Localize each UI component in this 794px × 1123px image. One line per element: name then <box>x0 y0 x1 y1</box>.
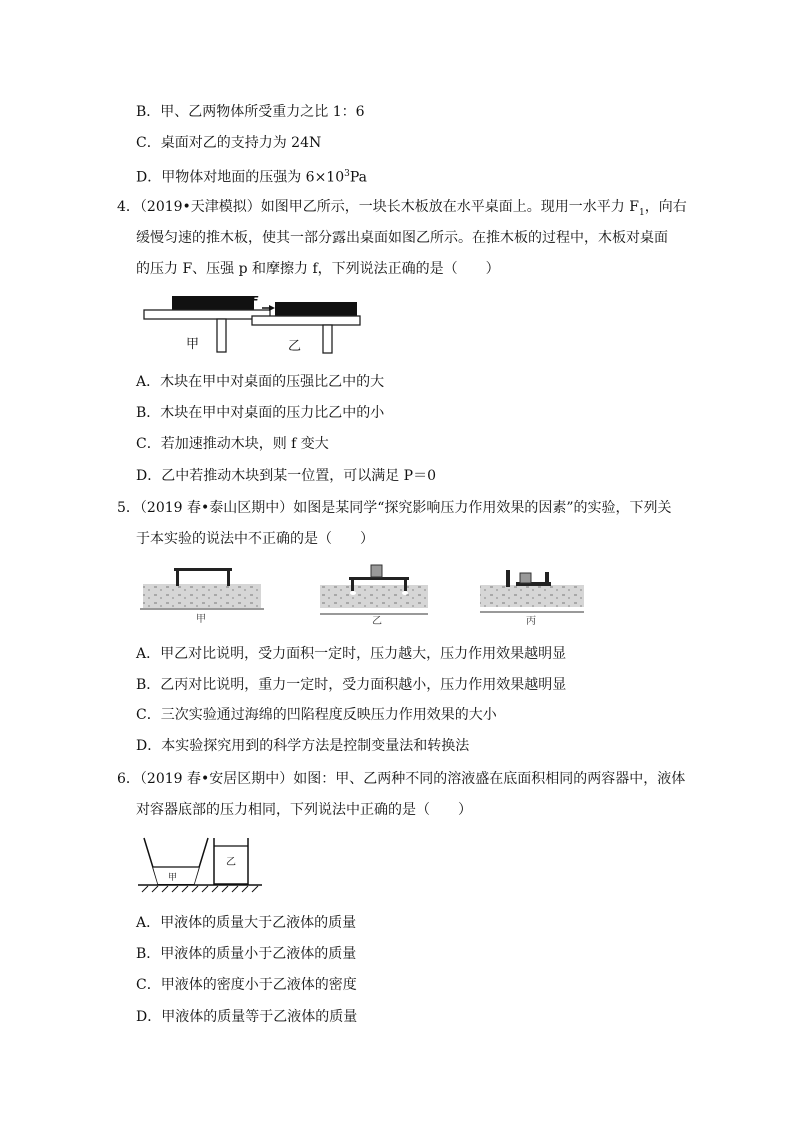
q3-option-b: B．甲、乙两物体所受重力之比 1：6 <box>136 104 365 120</box>
q3-option-d-unit: Pa <box>349 169 368 186</box>
q5-option-c: C．三次实验通过海绵的凹陷程度反映压力作用效果的大小 <box>136 707 497 723</box>
q3-option-c: C．桌面对乙的支持力为 24N <box>136 135 322 151</box>
q5-option-b: B．乙丙对比说明，重力一定时，受力面积越小，压力作用效果越明显 <box>136 677 567 693</box>
q4-option-c: C．若加速推动木块，则 f 变大 <box>136 436 329 452</box>
q3-option-d-exponent: 3 <box>344 169 350 179</box>
q3-option-d-text: D．甲物体对地面的压强为 6×10 <box>136 169 345 186</box>
q6-option-c: C．甲液体的密度小于乙液体的密度 <box>136 977 357 993</box>
q5-figure-label-yi: 乙 <box>372 616 382 626</box>
q4-option-a: A．木块在甲中对桌面的压强比乙中的大 <box>136 374 385 390</box>
q4-option-b: B．木块在甲中对桌面的压力比乙中的小 <box>136 405 385 421</box>
q4-force-subscript: 1 <box>638 207 645 218</box>
q5-figure-label-jia: 甲 <box>196 614 206 625</box>
q5-figure-label-bing: 丙 <box>526 616 536 626</box>
q4-stem-text: 4．（2019•天津模拟）如图甲乙所示，一块长木板放在水平桌面上。现用一水平力 F <box>117 199 639 215</box>
q5-stem-line2: 于本实验的说法中不正确的是（ ） <box>136 531 374 547</box>
q4-stem-line2: 缓慢匀速的推木板，使其一部分露出桌面如图乙所示。在推木板的过程中，木板对桌面 <box>136 230 668 246</box>
q6-stem-line2: 对容器底部的压力相同，下列说法中正确的是（ ） <box>136 802 472 818</box>
q6-option-a: A．甲液体的质量大于乙液体的质量 <box>136 915 357 931</box>
q4-stem-line1 <box>117 197 687 223</box>
q5-option-a: A．甲乙对比说明，受力面积一定时，压力越大，压力作用效果越明显 <box>136 646 567 662</box>
q5-option-d: D．本实验探究用到的科学方法是控制变量法和转换法 <box>136 738 470 754</box>
q4-stem-line3: 的压力 F、压强 p 和摩擦力 f，下列说法正确的是（ ） <box>136 261 500 277</box>
q4-figure-force-label: F <box>251 294 259 307</box>
q4-stem-text-end: ，向右 <box>644 199 687 215</box>
q4-figure-label-jia: 甲 <box>186 337 200 352</box>
q6-stem-line1: 6．（2019 春•安居区期中）如图：甲、乙两种不同的溶液盛在底面积相同的两容器中，液体 <box>117 771 686 787</box>
q3-option-d <box>136 164 367 188</box>
q6-option-d: D．甲液体的质量等于乙液体的质量 <box>136 1009 358 1025</box>
q4-option-d: D．乙中若推动木块到某一位置，可以满足 P＝0 <box>136 468 437 484</box>
q4-figure <box>140 292 370 358</box>
q6-figure <box>138 832 266 894</box>
q6-figure-label-yi: 乙 <box>226 857 236 868</box>
q6-figure-label-jia: 甲 <box>168 873 178 883</box>
q4-figure-label-yi: 乙 <box>288 339 302 354</box>
q6-option-b: B．甲液体的质量小于乙液体的质量 <box>136 946 357 962</box>
q5-stem-line1: 5．（2019 春•泰山区期中）如图是某同学“探究影响压力作用效果的因素”的实验，下列关 <box>117 500 672 516</box>
q5-figure <box>140 560 600 626</box>
